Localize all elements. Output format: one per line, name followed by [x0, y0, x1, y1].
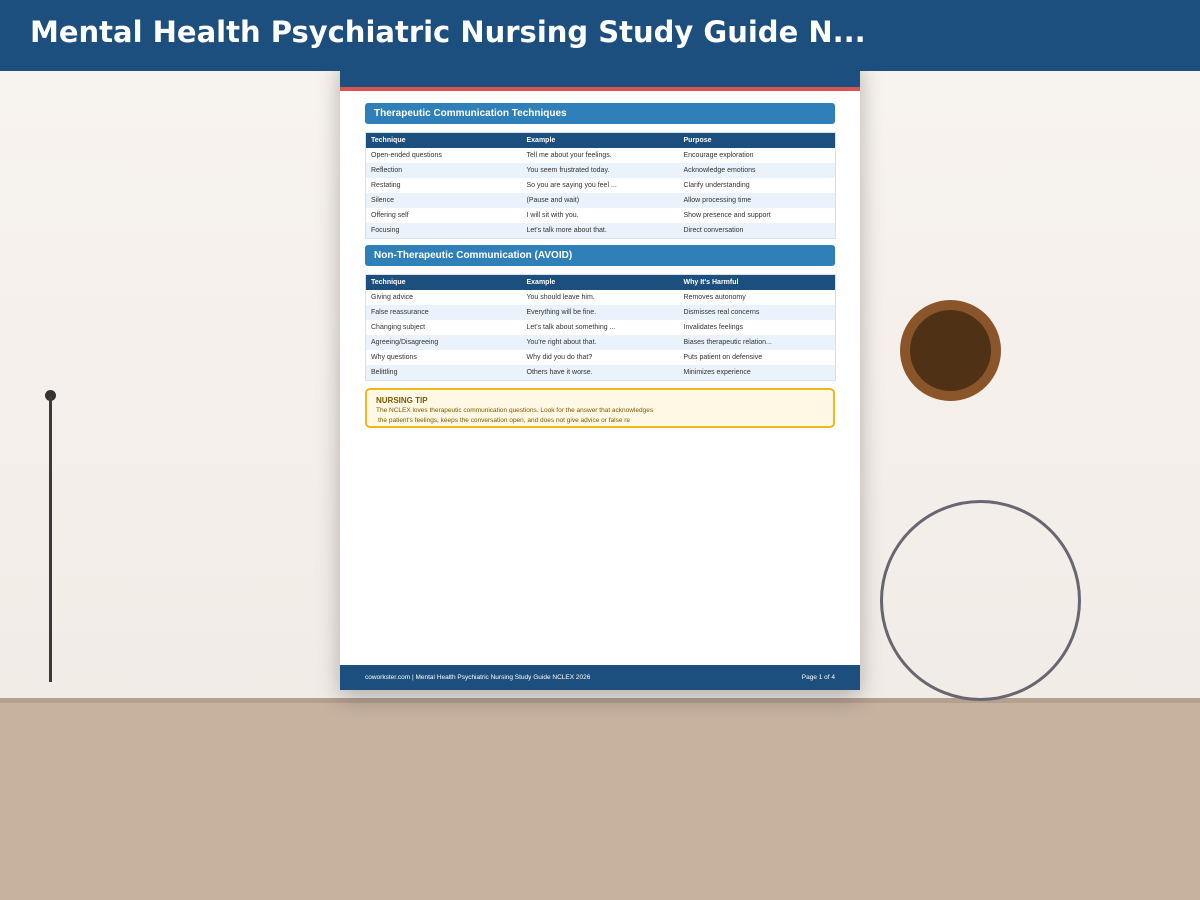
- table-cell: Why questions: [371, 354, 417, 362]
- table-row: [366, 193, 836, 208]
- column-header: Example: [522, 275, 679, 290]
- window-title: Mental Health Psychiatric Nursing Study Guide N...: [30, 15, 866, 49]
- table-row: [366, 163, 836, 178]
- table-cell: So you are saying you feel ...: [526, 181, 617, 189]
- table-cell: Agreeing/Disagreeing: [366, 335, 522, 350]
- table-cell: Belittling: [366, 365, 522, 380]
- table-cell: Biases therapeutic relation...: [679, 335, 836, 350]
- table-cell: Restating: [371, 181, 401, 189]
- table-row: [366, 320, 836, 335]
- column-header: Technique: [366, 275, 522, 290]
- footer-page-number: Page 1 of 4: [801, 674, 835, 681]
- coffee-surface: [910, 310, 991, 391]
- nursing-tip-box: [365, 388, 835, 428]
- table-row: [366, 335, 836, 350]
- table-row: [366, 290, 836, 305]
- table-cell: Why did you do that?: [526, 354, 593, 362]
- table-cell: Open-ended questions: [371, 151, 442, 159]
- document-page[interactable]: [340, 60, 860, 690]
- title-bar: [0, 0, 1200, 71]
- table-cell: You should leave him.: [526, 293, 595, 301]
- section-title-therapeutic: Therapeutic Communication Techniques: [365, 103, 835, 124]
- table-row: [366, 365, 836, 380]
- table-header-row: [366, 133, 836, 148]
- non-therapeutic-table: [365, 274, 836, 381]
- table-row: [366, 178, 836, 193]
- table-cell: Encourage exploration: [683, 151, 754, 159]
- table-row: [366, 350, 836, 365]
- table-row: [366, 305, 836, 320]
- page-header-accent: [340, 87, 860, 91]
- table-cell: You're right about that.: [522, 335, 679, 350]
- table-cell: Dismisses real concerns: [679, 305, 836, 320]
- table-cell: Removes autonomy: [683, 293, 746, 301]
- table-cell: (Pause and wait): [522, 193, 679, 208]
- page-footer: [340, 665, 860, 690]
- table-cell: Let's talk about something ...: [526, 323, 616, 331]
- nursing-tip-title: NURSING TIP: [376, 396, 428, 405]
- table-cell: You seem frustrated today.: [522, 163, 679, 178]
- table-cell: Changing subject: [371, 323, 426, 331]
- column-header: Example: [522, 133, 679, 148]
- column-header: Why It's Harmful: [679, 275, 836, 290]
- table-cell: Offering self: [371, 212, 409, 220]
- column-header: Purpose: [679, 133, 836, 148]
- section-title-non-therapeutic: Non-Therapeutic Communication (AVOID): [365, 245, 835, 266]
- table-row: [366, 223, 836, 238]
- therapeutic-techniques-table: [365, 132, 836, 239]
- table-cell: Clarify understanding: [683, 181, 750, 189]
- table-cell: Show presence and support: [683, 212, 771, 220]
- table-cell: Acknowledge emotions: [679, 163, 836, 178]
- desk-lamp-pole: [49, 396, 52, 682]
- table-cell: Minimizes experience: [679, 365, 836, 380]
- table-row: [366, 148, 836, 163]
- nursing-tip-text-line: the patient's feelings, keeps the conversation open, and does not give advice or false re: [378, 417, 631, 424]
- table-cell: Let's talk more about that.: [522, 223, 679, 238]
- table-cell: Giving advice: [371, 293, 414, 301]
- table-cell: Everything will be fine.: [522, 305, 679, 320]
- table-cell: Others have it worse.: [522, 365, 679, 380]
- table-header-row: [366, 275, 836, 290]
- table-cell: False reassurance: [366, 305, 522, 320]
- table-cell: Tell me about your feelings.: [526, 151, 612, 159]
- table-cell: Puts patient on defensive: [683, 354, 763, 362]
- nursing-tip-text-line: The NCLEX loves therapeutic communication questions. Look for the answer that acknowledges: [376, 407, 654, 414]
- table-cell: Direct conversation: [679, 223, 836, 238]
- column-header: Technique: [366, 133, 522, 148]
- table-cell: Silence: [366, 193, 522, 208]
- table-cell: Reflection: [366, 163, 522, 178]
- footer-source-text: coworkster.com | Mental Health Psychiatric Nursing Study Guide NCLEX 2026: [365, 674, 591, 681]
- table-cell: I will sit with you.: [526, 212, 579, 220]
- table-cell: Invalidates feelings: [683, 323, 744, 331]
- table-cell: Allow processing time: [679, 193, 836, 208]
- table-row: [366, 208, 836, 223]
- table-cell: Focusing: [366, 223, 522, 238]
- cup-ring-stain: [880, 500, 1081, 701]
